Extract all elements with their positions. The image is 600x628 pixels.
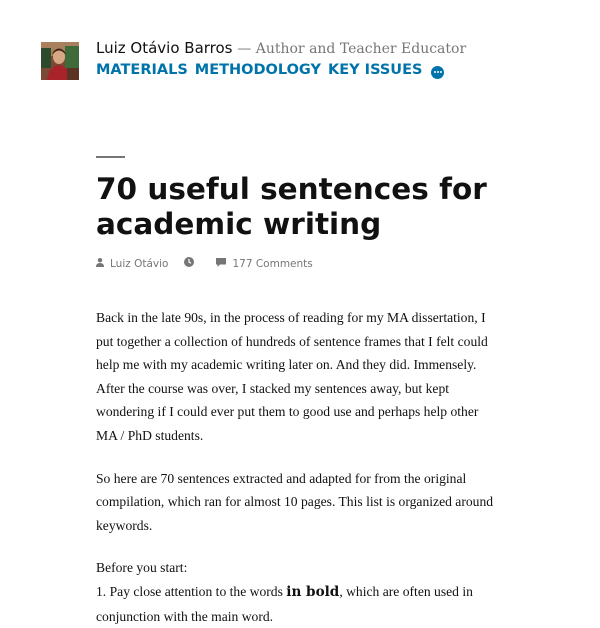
clock-icon[interactable] bbox=[184, 257, 194, 270]
paragraph-intro: Back in the late 90s, in the process of reading for my MA dissertation, I put together a collection of hundreds of sentence frames that I felt could help me with my academic writing later on. And they did. Immensely. After the course was over, I stacked my sentences away, but kept wondering if I could ever put them to good use and perhaps help other MA / PhD students. bbox=[96, 310, 488, 443]
comment-icon bbox=[216, 258, 226, 270]
ellipsis-icon[interactable] bbox=[431, 66, 444, 79]
person-icon bbox=[96, 258, 104, 270]
author-link[interactable]: Luiz Otávio bbox=[110, 257, 169, 270]
meta-comments bbox=[216, 258, 312, 270]
nav-item-materials[interactable]: MATERIALS bbox=[96, 62, 188, 78]
author-photo bbox=[41, 42, 79, 80]
paragraph-list-intro: So here are 70 sentences extracted and adapted for from the original compilation, which ran for almost 10 pages. This list is organized around keywords. bbox=[96, 470, 494, 533]
site-title bbox=[96, 38, 466, 59]
before-you-start: Before you start: bbox=[96, 560, 188, 576]
site-description: — Author and Teacher Educator bbox=[237, 41, 467, 57]
site-name-link[interactable]: Luiz Otávio Barros bbox=[96, 39, 233, 57]
post-title: 70 useful sentences for academic writing bbox=[96, 172, 487, 241]
post-content bbox=[96, 306, 496, 628]
tip-1-prefix: 1. Pay close attention to the words bbox=[96, 583, 287, 599]
meta-author bbox=[96, 258, 168, 270]
post-meta bbox=[96, 257, 329, 270]
tip-1 bbox=[96, 580, 496, 628]
main-navigation bbox=[96, 60, 444, 80]
title-divider bbox=[96, 156, 125, 158]
comments-link[interactable]: 177 Comments bbox=[232, 257, 313, 270]
nav-item-methodology[interactable]: METHODOLOGY bbox=[194, 62, 321, 78]
tip-1-suffix: , which are often used in conjunction with the main word. bbox=[96, 583, 473, 624]
nav-item-key-issues[interactable]: KEY ISSUES bbox=[327, 62, 423, 78]
avatar[interactable] bbox=[41, 42, 79, 80]
tip-1-bold: in bold bbox=[286, 583, 340, 600]
meta-date bbox=[184, 257, 200, 270]
